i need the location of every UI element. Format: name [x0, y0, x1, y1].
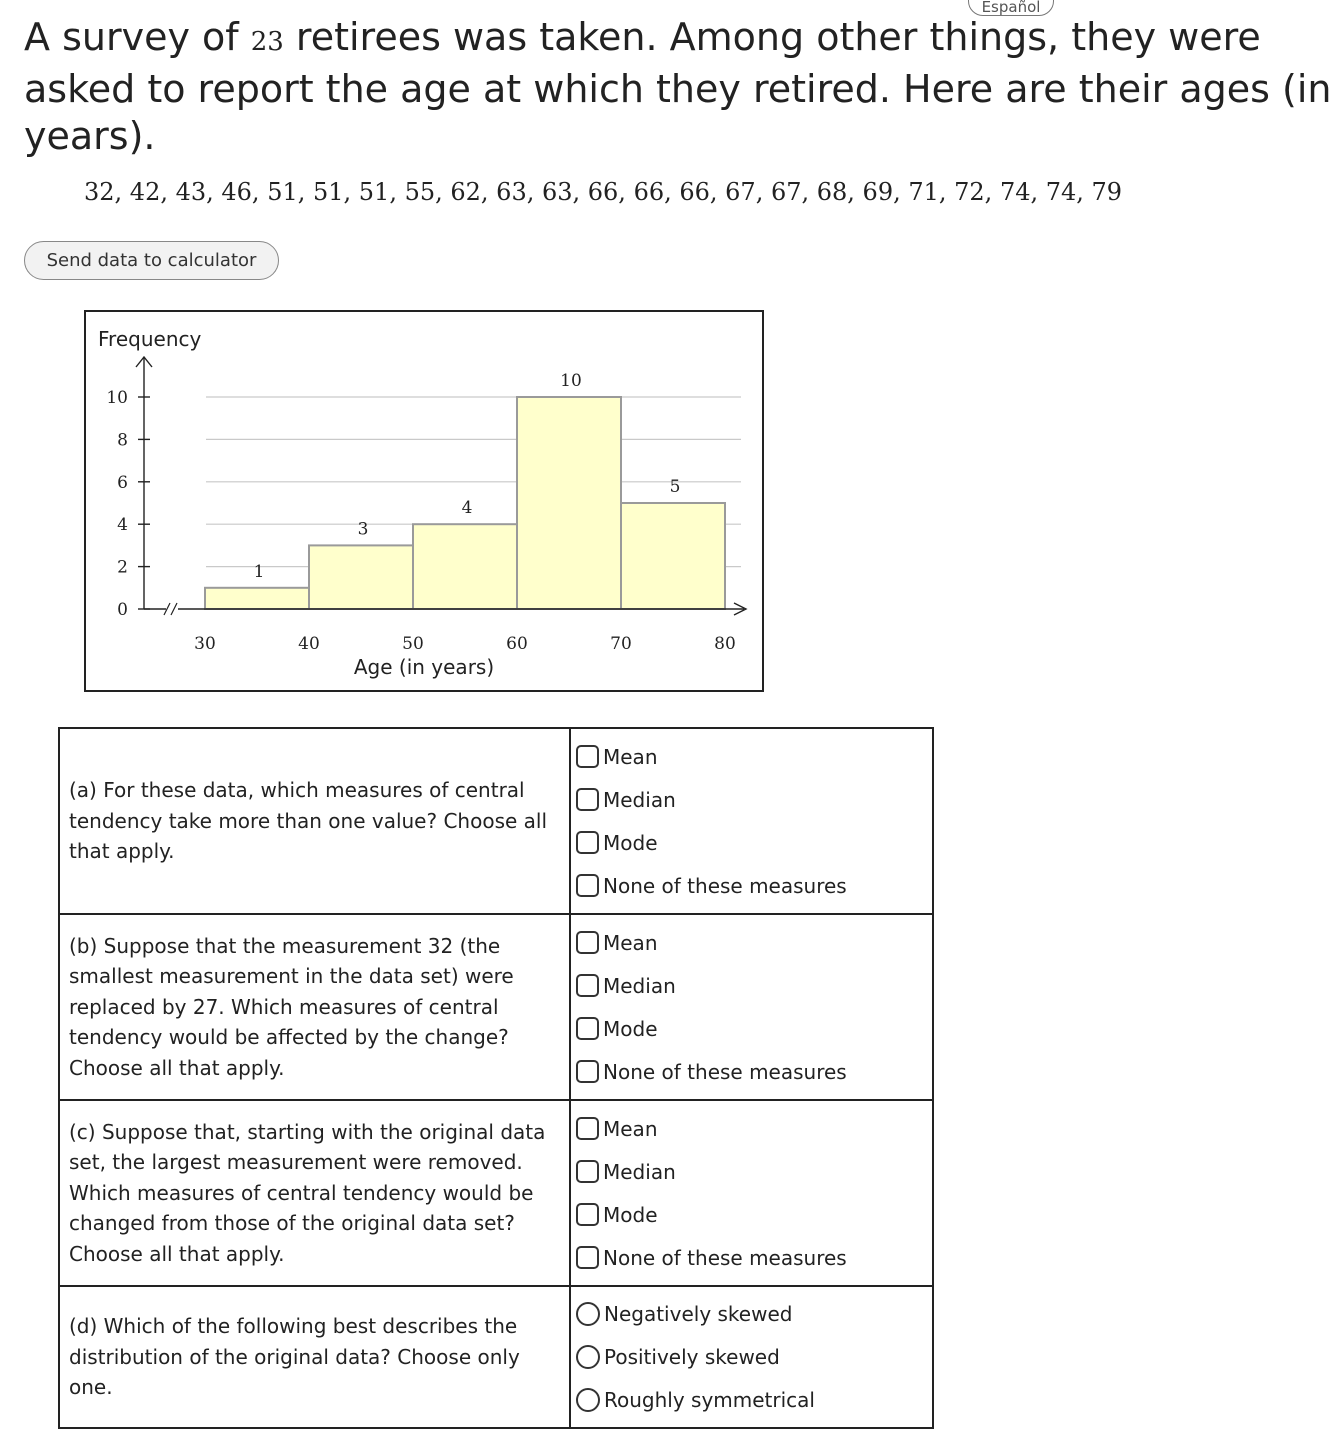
checkbox-option-a-none-of-these-measures[interactable]: [576, 864, 932, 907]
question-text-c: (c) Suppose that, starting with the original data set, the largest measurement were removed. Which measures of central tendency would be changed from those of the original data set? Choose all that apply.: [59, 1100, 570, 1286]
option-label: None of these measures: [603, 873, 847, 898]
bar-40-50: [309, 545, 413, 609]
y-tick-label-6: 6: [117, 472, 128, 493]
language-toggle-button[interactable]: Español: [968, 0, 1054, 16]
histogram-panel: [84, 310, 764, 692]
x-tick-label-60: 60: [506, 634, 528, 654]
option-label: None of these measures: [603, 1245, 847, 1270]
radio-button[interactable]: [576, 1388, 600, 1412]
bar-70-80: [621, 503, 725, 609]
option-label: Mean: [603, 1116, 658, 1141]
y-tick-label-10: 10: [106, 388, 128, 408]
question-text-d: (d) Which of the following best describes the distribution of the original data? Choose only one.: [59, 1286, 570, 1428]
y-tick-label-0: 0: [117, 600, 128, 620]
bar-50-60: [413, 524, 517, 609]
checkbox[interactable]: [576, 745, 599, 768]
radio-option-d-negatively-skewed[interactable]: [576, 1293, 932, 1336]
option-label: Mean: [603, 744, 658, 769]
radio-option-d-roughly-symmetrical[interactable]: [576, 1379, 932, 1422]
x-tick-label-50: 50: [402, 634, 424, 654]
checkbox[interactable]: [576, 1017, 599, 1040]
checkbox-option-a-median[interactable]: [576, 778, 932, 821]
option-label: Median: [603, 787, 676, 812]
bar-label-30-40: 1: [253, 561, 265, 582]
data-values: 32, 42, 43, 46, 51, 51, 51, 55, 62, 63, 63, 66, 66, 66, 67, 67, 68, 69, 71, 72, 74, 74, 79: [84, 178, 1123, 206]
bar-label-60-70: 10: [560, 371, 582, 391]
option-label: Negatively skewed: [604, 1302, 793, 1326]
x-tick-label-30: 30: [194, 634, 216, 654]
option-label: Mode: [603, 1202, 658, 1227]
checkbox[interactable]: [576, 1060, 599, 1083]
problem-line-2: asked to report the age at which they retired. Here are their ages (in: [24, 67, 1332, 111]
option-label: Median: [603, 1159, 676, 1184]
checkbox[interactable]: [576, 1160, 599, 1183]
checkbox[interactable]: [576, 974, 599, 997]
option-label: Positively skewed: [604, 1345, 780, 1369]
sample-size: 23: [250, 27, 284, 57]
question-row-c: [59, 1100, 933, 1286]
x-tick-label-70: 70: [610, 634, 632, 654]
problem-line-1: [24, 14, 1261, 66]
send-data-to-calculator-button[interactable]: Send data to calculator: [24, 241, 279, 280]
checkbox[interactable]: [576, 931, 599, 954]
y-tick-label-4: 4: [117, 515, 128, 536]
checkbox[interactable]: [576, 831, 599, 854]
question-row-d: [59, 1286, 933, 1428]
histogram-chart: [84, 310, 764, 692]
answer-options-d: [570, 1286, 933, 1428]
answer-options-b: [570, 914, 933, 1100]
radio-button[interactable]: [576, 1345, 600, 1369]
radio-button[interactable]: [576, 1302, 600, 1326]
y-tick-label-2: 2: [117, 557, 128, 578]
question-row-b: [59, 914, 933, 1100]
option-label: None of these measures: [603, 1059, 847, 1084]
option-label: Median: [603, 973, 676, 998]
option-label: Mode: [603, 830, 658, 855]
checkbox-option-b-none-of-these-measures[interactable]: [576, 1050, 932, 1093]
y-tick-label-8: 8: [117, 430, 128, 451]
option-label: Mode: [603, 1016, 658, 1041]
checkbox-option-c-mean[interactable]: [576, 1107, 932, 1150]
question-row-a: [59, 728, 933, 914]
y-axis-title: Frequency: [98, 327, 202, 351]
option-label: Mean: [603, 930, 658, 955]
checkbox-option-b-mean[interactable]: [576, 921, 932, 964]
question-text-b: (b) Suppose that the measurement 32 (the smallest measurement in the data set) were replaced by 27. Which measures of central tendency would be affected by the change? Choose all that apply.: [59, 914, 570, 1100]
question-text-a: (a) For these data, which measures of central tendency take more than one value? Choose all that apply.: [59, 728, 570, 914]
problem-line-1-end: retirees was taken. Among other things, they were: [283, 15, 1261, 59]
checkbox[interactable]: [576, 1246, 599, 1269]
checkbox[interactable]: [576, 874, 599, 897]
checkbox-option-c-none-of-these-measures[interactable]: [576, 1236, 932, 1279]
answer-options-a: [570, 728, 933, 914]
radio-option-d-positively-skewed[interactable]: [576, 1336, 932, 1379]
checkbox-option-b-mode[interactable]: [576, 1007, 932, 1050]
question-table: [58, 727, 934, 1429]
problem-statement: [24, 14, 1332, 160]
bar-label-70-80: 5: [669, 477, 681, 497]
bar-label-40-50: 3: [357, 519, 369, 540]
answer-options-c: [570, 1100, 933, 1286]
bar-label-50-60: 4: [461, 498, 473, 519]
problem-line-1-start: A survey of: [24, 15, 251, 59]
checkbox[interactable]: [576, 788, 599, 811]
problem-line-3: years).: [24, 114, 156, 158]
checkbox[interactable]: [576, 1203, 599, 1226]
option-label: Roughly symmetrical: [604, 1388, 815, 1412]
checkbox[interactable]: [576, 1117, 599, 1140]
x-tick-label-40: 40: [298, 634, 320, 654]
x-tick-label-80: 80: [714, 634, 736, 654]
checkbox-option-c-mode[interactable]: [576, 1193, 932, 1236]
checkbox-option-b-median[interactable]: [576, 964, 932, 1007]
checkbox-option-c-median[interactable]: [576, 1150, 932, 1193]
checkbox-option-a-mean[interactable]: [576, 735, 932, 778]
bar-60-70: [517, 397, 621, 609]
checkbox-option-a-mode[interactable]: [576, 821, 932, 864]
bar-30-40: [205, 588, 309, 609]
x-axis-title: Age (in years): [353, 655, 495, 679]
